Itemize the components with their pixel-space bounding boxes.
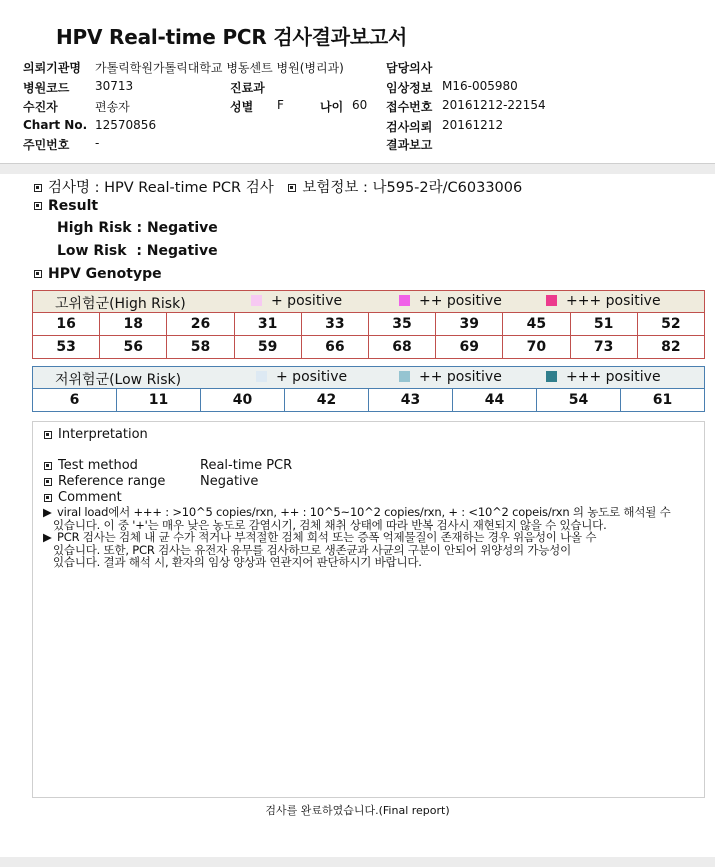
genotype-cell: 73 <box>570 336 637 359</box>
bullet-square-icon <box>44 462 52 470</box>
genotype-cell: 58 <box>167 336 234 359</box>
high-risk-result: High Risk : Negative <box>57 220 218 236</box>
clinical-info-label: 임상정보 <box>386 81 433 95</box>
physician-label: 담당의사 <box>386 61 433 75</box>
receipt-no-value: 20161212-22154 <box>442 98 546 112</box>
genotype-cell: 26 <box>167 313 234 336</box>
resident-no-label: 주민번호 <box>23 138 70 152</box>
genotype-cell: 59 <box>234 336 301 359</box>
exam-name-value: HPV Real-time PCR 검사 <box>104 180 274 196</box>
bullet-square-icon <box>34 202 42 210</box>
legend-plusplus-low: ++ positive <box>399 369 502 385</box>
comment-paragraph-1 <box>44 506 671 531</box>
genotype-cell: 51 <box>570 313 637 336</box>
hospital-code-value: 30713 <box>95 79 134 93</box>
legend-plusplusplus-low: +++ positive <box>546 369 661 385</box>
genotype-cell: 45 <box>503 313 570 336</box>
legend-swatch-icon <box>546 295 557 306</box>
triangle-right-icon: ▶ <box>43 530 52 544</box>
exam-name-label: 검사명 : <box>48 180 100 196</box>
genotype-cell: 66 <box>301 336 368 359</box>
report-date-label: 결과보고 <box>386 138 433 152</box>
collector-value: 편송자 <box>95 100 130 114</box>
comment-line: viral load에서 +++ : >10^5 copies/rxn, ++ : 10^5~10^2 copies/rxn, + : <10^2 copeis/rxn 의 농도로 해석될 수 <box>57 505 671 519</box>
legend-swatch-icon <box>399 371 410 382</box>
genotype-cell: 82 <box>637 336 704 359</box>
bullet-square-icon <box>44 431 52 439</box>
chart-no-label: Chart No. <box>23 118 88 132</box>
genotype-cell: 40 <box>201 389 285 412</box>
header-divider <box>0 164 715 174</box>
genotype-cell: 39 <box>436 313 503 336</box>
comment-line: 있습니다. 또한, PCR 검사는 유전자 유무를 검사하므로 생존균과 사균의 구분이 안되어 위양성의 가능성이 <box>53 542 571 557</box>
insurance-label: 보험정보 : <box>302 180 368 196</box>
legend-plus-high: + positive <box>251 293 342 309</box>
test-method-value: Real-time PCR <box>200 458 293 473</box>
legend-plusplusplus-high: +++ positive <box>546 293 661 309</box>
table-row <box>33 313 705 336</box>
genotype-cell: 61 <box>621 389 705 412</box>
sex-label: 성별 <box>230 100 254 114</box>
report-title: HPV Real-time PCR 검사결과보고서 <box>56 25 408 49</box>
legend-swatch-icon <box>251 295 262 306</box>
report-header <box>0 0 715 164</box>
department-label: 진료과 <box>230 81 265 95</box>
genotype-cell: 53 <box>33 336 100 359</box>
reference-range-value: Negative <box>200 474 259 489</box>
final-report-notice: 검사를 완료하였습니다.(Final report) <box>265 804 450 817</box>
genotype-cell: 56 <box>100 336 167 359</box>
genotype-cell: 6 <box>33 389 117 412</box>
genotype-cell: 35 <box>368 313 435 336</box>
genotype-cell: 69 <box>436 336 503 359</box>
resident-no-value: - <box>95 136 100 150</box>
genotype-cell: 68 <box>368 336 435 359</box>
sex-value: F <box>277 98 284 112</box>
comment-paragraph-2 <box>44 531 596 569</box>
genotype-cell: 44 <box>453 389 537 412</box>
comment-line: 있습니다. 결과 해석 시, 환자의 임상 양상과 연관지어 판단하시기 바랍니다. <box>53 555 422 569</box>
comment-line: 있습니다. 이 중 '+'는 매우 낮은 농도로 감염시기, 검체 채취 상태에 따라 반복 검사시 재현되지 않을 수 있습니다. <box>53 517 607 532</box>
genotype-cell: 18 <box>100 313 167 336</box>
chart-no-value: 12570856 <box>95 118 157 132</box>
triangle-right-icon: ▶ <box>43 505 52 519</box>
genotype-cell: 43 <box>369 389 453 412</box>
collector-label: 수진자 <box>23 100 58 114</box>
request-date-label: 검사의뢰 <box>386 120 433 134</box>
age-value: 60 <box>352 98 368 112</box>
result-heading: Result <box>34 198 98 214</box>
genotype-cell: 54 <box>537 389 621 412</box>
genotype-cell: 70 <box>503 336 570 359</box>
genotype-cell: 33 <box>301 313 368 336</box>
requesting-institution-label: 의뢰기관명 <box>23 61 81 75</box>
requesting-institution-value: 가톨릭학원가톨릭대학교 병동센트 병원(병리과) <box>95 61 344 75</box>
request-date-value: 20161212 <box>442 118 504 132</box>
table-row <box>33 336 705 359</box>
legend-swatch-icon <box>546 371 557 382</box>
high-risk-legend-bar <box>32 290 705 312</box>
genotype-cell: 11 <box>117 389 201 412</box>
insurance-value: 나595-2라/C6033006 <box>372 180 523 196</box>
low-risk-title: 저위험군(Low Risk) <box>55 372 182 388</box>
legend-plus-low: + positive <box>256 369 347 385</box>
bullet-square-icon <box>34 184 42 192</box>
legend-swatch-icon <box>256 371 267 382</box>
high-risk-title: 고위험군(High Risk) <box>55 296 186 312</box>
bottom-bar <box>0 857 715 867</box>
clinical-info-value: M16-005980 <box>442 79 518 93</box>
genotype-cell: 16 <box>33 313 100 336</box>
receipt-no-label: 접수번호 <box>386 100 433 114</box>
bullet-square-icon <box>44 494 52 502</box>
genotype-cell: 42 <box>285 389 369 412</box>
interpretation-heading: Interpretation <box>44 427 148 442</box>
low-risk-result: Low Risk : Negative <box>57 243 218 259</box>
bullet-square-icon <box>288 184 296 192</box>
test-method-row <box>44 458 138 473</box>
reference-range-row <box>44 474 165 489</box>
comment-line: PCR 검사는 검체 내 균 수가 적거나 부적절한 검체 희석 또는 증폭 억제물질이 존재하는 경우 위음성이 나올 수 <box>57 530 597 544</box>
genotype-cell: 31 <box>234 313 301 336</box>
comment-row <box>44 490 122 505</box>
hospital-code-label: 병원코드 <box>23 81 70 95</box>
bullet-square-icon <box>34 270 42 278</box>
genotype-cell: 52 <box>637 313 704 336</box>
legend-plusplus-high: ++ positive <box>399 293 502 309</box>
low-risk-genotype-table <box>32 388 705 412</box>
high-risk-genotype-table <box>32 312 705 359</box>
legend-swatch-icon <box>399 295 410 306</box>
bullet-square-icon <box>44 478 52 486</box>
comment-label: Comment <box>58 490 122 505</box>
table-row <box>33 389 705 412</box>
low-risk-legend-bar <box>32 366 705 388</box>
exam-info-line <box>34 176 522 197</box>
age-label: 나이 <box>320 100 344 114</box>
genotype-heading: HPV Genotype <box>34 266 162 282</box>
test-method-label: Test method <box>58 458 138 473</box>
reference-range-label: Reference range <box>58 474 166 489</box>
